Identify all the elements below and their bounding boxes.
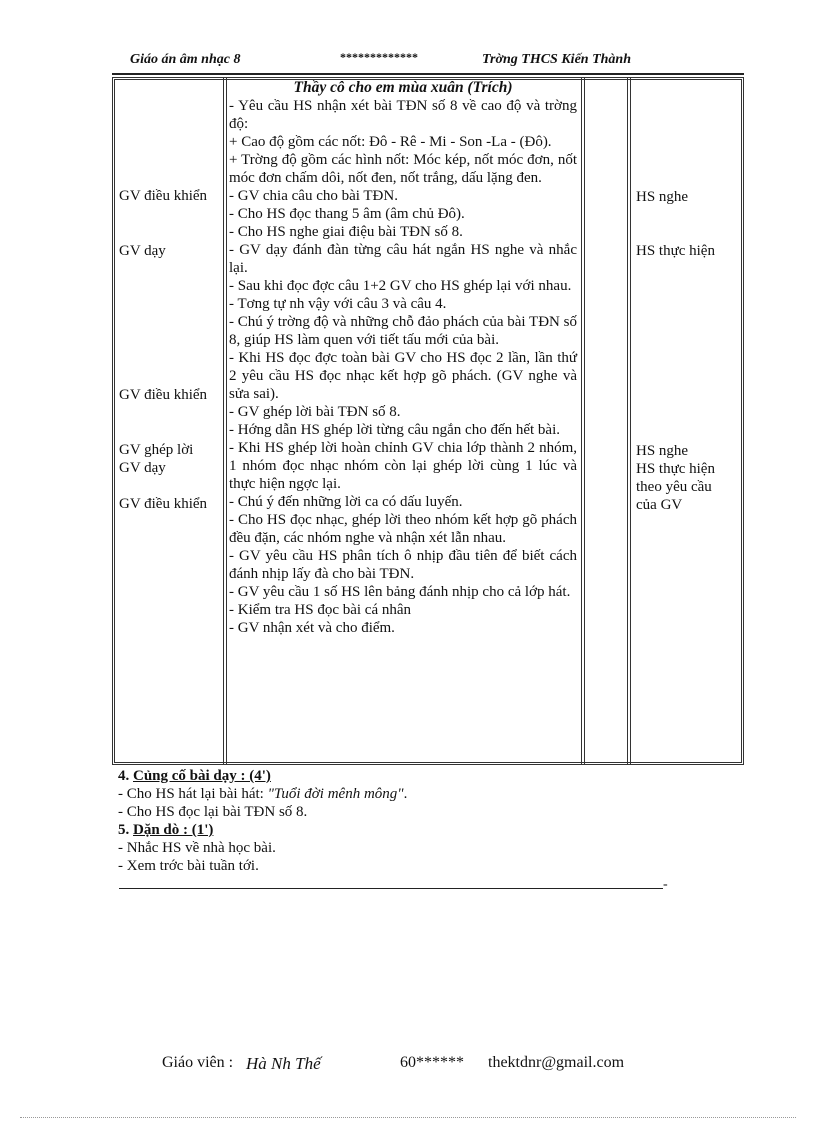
activity-line: - GV nhận xét và cho điểm.	[229, 620, 395, 636]
activity-line: - Cho HS đọc nhạc, ghép lời theo nhóm kết hợp gõ phách đều đặn, các nhóm nghe và nhận xét lẫn nhau.	[229, 512, 577, 546]
song-title: Thầy cô cho em mùa xuân (Trích)	[293, 79, 513, 96]
activity-line: - Cho HS nghe giai điệu bài TĐN số 8.	[229, 224, 463, 240]
activity-line: - GV yêu cầu 1 số HS lên bảng đánh nhịp cho cả lớp hát.	[229, 584, 571, 600]
page-bottom-rule	[20, 1117, 796, 1118]
teacher-role: GV điều khiển	[119, 496, 208, 512]
teacher-name: Hà Nh Thế	[246, 1054, 321, 1073]
section-line: - Nhắc HS về nhà học bài.	[118, 840, 276, 856]
song-name: "Tuổi đời mênh mông"	[267, 786, 404, 802]
activity-line: - Sau khi đọc đợc câu 1+2 GV cho HS ghép lại với nhau.	[229, 278, 572, 294]
activity-line: + Cao độ gồm các nốt: Đô - Rê - Mi - Son -La - (Đô).	[229, 134, 552, 150]
activity-line: - GV yêu cầu HS phân tích ô nhịp đầu tiên để biết cách đánh nhịp lấy đà cho bài TĐN.	[229, 548, 577, 582]
footer-label: Giáo viên :	[162, 1054, 234, 1071]
closing-sections	[118, 767, 678, 875]
line-end: .	[403, 786, 408, 802]
line-text: - Cho HS hát lại bài hát:	[118, 786, 268, 802]
section-line: - Cho HS đọc lại bài TĐN số 8.	[118, 804, 308, 820]
student-role: HS thực hiện theo yêu cầu của GV	[636, 461, 715, 513]
activity-line: - Chú ý trờng độ và những chỗ đảo phách của bài TĐN số 8, giúp HS làm quen với tiết tấu mới của bài.	[229, 314, 577, 348]
teacher-role: GV ghép lời	[119, 442, 194, 458]
lesson-table	[112, 77, 744, 765]
student-role: HS thực hiện	[636, 243, 715, 259]
header-subject: Giáo án âm nhạc 8	[130, 52, 241, 67]
section-line: - Xem trớc bài tuần tới.	[118, 858, 259, 874]
activity-line: - Yêu cầu HS nhận xét bài TĐN số 8 về cao độ và trờng độ:	[229, 98, 577, 132]
activity-line: - Cho HS đọc thang 5 âm (âm chủ Đô).	[229, 206, 465, 222]
teacher-role: GV dạy	[119, 243, 166, 259]
header-school: Trờng THCS Kiến Thành	[482, 52, 631, 67]
section-number: 5.	[118, 822, 130, 838]
section-number: 4.	[118, 768, 130, 784]
activity-line: - GV ghép lời bài TĐN số 8.	[229, 404, 401, 420]
end-mark: -	[663, 877, 668, 892]
footer-phone: 60******	[400, 1054, 464, 1071]
activity-line: - Chú ý đến những lời ca có dấu luyến.	[229, 494, 463, 510]
page-header	[130, 50, 690, 72]
section-4-heading	[118, 767, 678, 785]
end-rule	[119, 888, 663, 889]
section-5-heading	[118, 821, 678, 839]
teacher-role: GV dạy	[119, 460, 166, 476]
activity-line: - Hớng dẫn HS ghép lời từng câu ngắn cho đến hết bài.	[229, 422, 561, 438]
column-divider	[627, 77, 631, 765]
teacher-role: GV điều khiển	[119, 387, 208, 403]
section-title: Củng cố bài dạy : (4')	[133, 768, 271, 784]
student-role: HS nghe	[636, 443, 689, 459]
student-role: HS nghe	[636, 189, 689, 205]
activity-line: - Khi HS ghép lời hoàn chỉnh GV chia lớp thành 2 nhóm, 1 nhóm đọc nhạc nhóm còn lại ghép lời cùng 1 lúc và thực hiện ngợc lại.	[229, 440, 577, 492]
header-separator: *************	[340, 50, 418, 64]
section-line	[118, 785, 678, 803]
column-divider	[581, 77, 585, 765]
activity-line: - Kiểm tra HS đọc bài cá nhân	[229, 602, 412, 618]
activity-line: - Tơng tự nh vậy với câu 3 và câu 4.	[229, 296, 447, 312]
teacher-role: GV điều khiển	[119, 188, 208, 204]
activity-line: - GV chia câu cho bài TĐN.	[229, 188, 398, 204]
header-rule	[112, 73, 744, 75]
activity-column	[229, 79, 577, 637]
activity-line: - Khi HS đọc đợc toàn bài GV cho HS đọc 2 lần, lần thứ 2 yêu cầu HS đọc nhạc kết hợp gõ phách. (GV nghe và sửa sai).	[229, 350, 577, 402]
section-title: Dặn dò : (1')	[133, 822, 214, 838]
activity-line: - GV dạy đánh đàn từng câu hát ngắn HS nghe và nhắc lại.	[229, 242, 577, 276]
footer-email: thektdnr@gmail.com	[488, 1054, 625, 1071]
activity-line: + Trờng độ gồm các hình nốt: Móc kép, nốt móc đơn, nốt móc đơn chấm dôi, nốt đen, nốt trắng, dấu lặng đen.	[229, 152, 577, 186]
column-divider	[223, 77, 227, 765]
